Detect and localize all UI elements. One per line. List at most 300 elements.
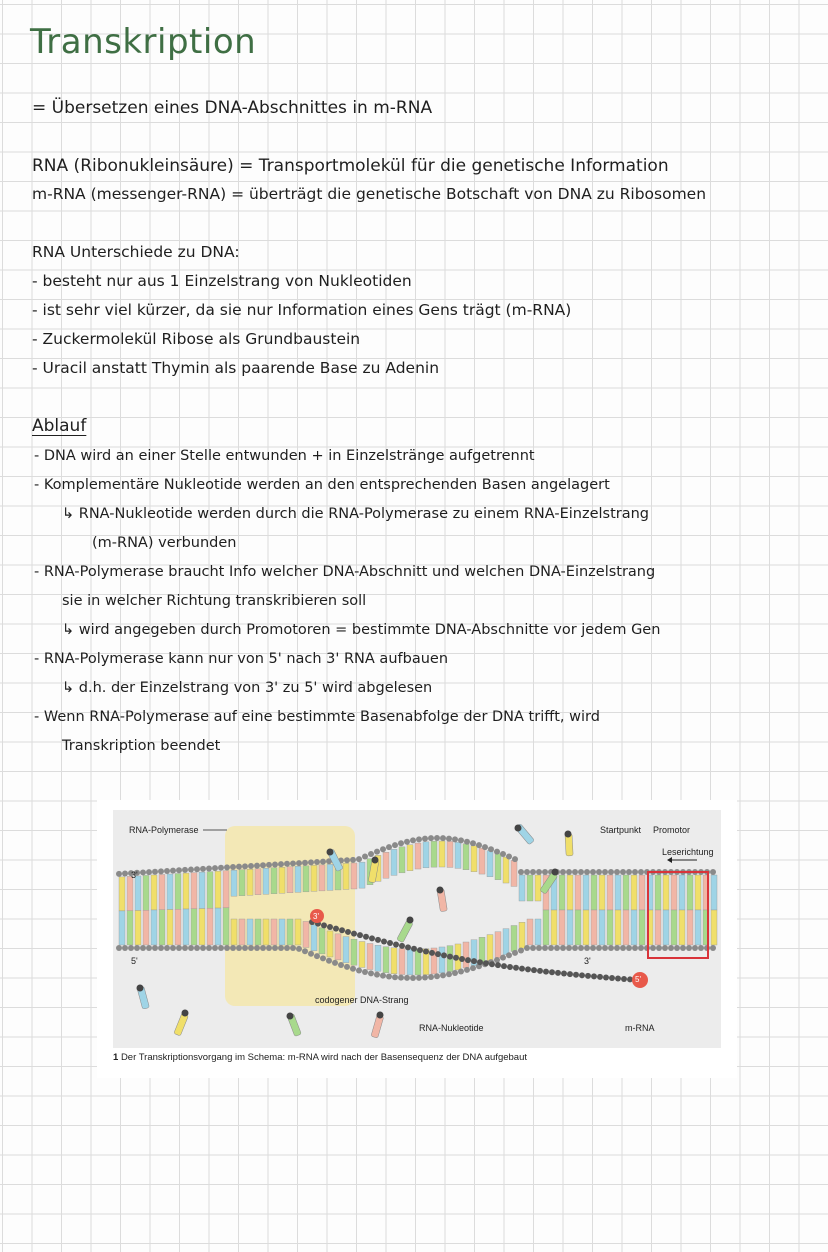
backbone-bottom: [182, 945, 188, 951]
backbone-bottom: [416, 975, 422, 981]
backbone-top: [458, 837, 464, 843]
base-template-top: [447, 841, 453, 867]
backbone-top: [272, 862, 278, 868]
base-template-top: [239, 870, 245, 896]
base-template-bottom: [367, 944, 373, 970]
base-pair-top: [687, 875, 693, 910]
free-nucleotide: [371, 1015, 384, 1038]
backbone-bottom: [464, 967, 470, 973]
backbone-top: [290, 860, 296, 866]
backbone-bottom: [596, 945, 602, 951]
base-template-bottom: [351, 939, 357, 965]
base-pair-bottom: [143, 910, 149, 945]
base-pair-top: [191, 873, 197, 909]
base-template-top: [495, 854, 501, 880]
backbone-bottom: [608, 945, 614, 951]
base-template-bottom: [231, 919, 237, 945]
mrna-backbone: [357, 932, 363, 938]
base-pair-bottom: [167, 910, 173, 946]
base-pair-top: [583, 875, 589, 910]
base-pair-top: [639, 875, 645, 910]
label-startpunkt: Startpunkt: [600, 825, 642, 835]
base-pair-top: [695, 875, 701, 910]
backbone-bottom: [362, 969, 368, 975]
backbone-top: [602, 869, 608, 875]
backbone-top: [242, 863, 248, 869]
backbone-top: [542, 869, 548, 875]
backbone-bottom: [440, 972, 446, 978]
base-template-bottom: [311, 925, 317, 951]
backbone-bottom: [500, 955, 506, 961]
base-template-bottom: [319, 928, 325, 954]
backbone-top: [434, 835, 440, 841]
base-pair-bottom: [159, 910, 165, 945]
backbone-top: [476, 842, 482, 848]
backbone-bottom: [254, 945, 260, 951]
backbone-bottom: [668, 945, 674, 951]
mrna-backbone: [513, 965, 519, 971]
backbone-top: [320, 859, 326, 865]
backbone-top: [116, 871, 122, 877]
backbone-bottom: [692, 945, 698, 951]
backbone-bottom: [248, 945, 254, 951]
backbone-top: [524, 869, 530, 875]
base-template-bottom: [255, 919, 261, 945]
mrna-backbone: [465, 957, 471, 963]
base-pair-bottom: [183, 909, 189, 945]
backbone-bottom: [536, 945, 542, 951]
backbone-bottom: [266, 945, 272, 951]
base-pair-top: [143, 875, 149, 910]
base-pair-top: [631, 875, 637, 910]
backbone-bottom: [284, 945, 290, 951]
base-template-bottom: [263, 919, 269, 945]
backbone-bottom: [632, 945, 638, 951]
backbone-bottom: [224, 945, 230, 951]
base-pair-top: [119, 877, 125, 911]
base-template-top: [407, 845, 413, 871]
mrna-definition: m-RNA (messenger-RNA) = überträgt die genetische Botschaft von DNA zu Ribosomen: [32, 185, 707, 203]
backbone-top: [140, 869, 146, 875]
base-template-top: [247, 869, 253, 895]
backbone-top: [398, 840, 404, 846]
base-pair-bottom: [191, 909, 197, 945]
backbone-bottom: [434, 973, 440, 979]
base-pair-bottom: [223, 908, 229, 945]
backbone-bottom: [422, 975, 428, 981]
free-nucleotide: [174, 1013, 189, 1036]
base-template-top: [471, 846, 477, 872]
backbone-top: [122, 871, 128, 877]
base-pair-bottom: [711, 910, 717, 945]
mrna-backbone: [405, 944, 411, 950]
base-template-top: [431, 841, 437, 867]
backbone-bottom: [236, 945, 242, 951]
ablauf-line: ↳ d.h. der Einzelstrang von 3' zu 5' wird abgelesen: [62, 680, 433, 696]
base-pair-top: [607, 875, 613, 910]
backbone-bottom: [200, 945, 206, 951]
transcription-figure: [97, 800, 737, 1078]
base-template-bottom: [463, 942, 469, 968]
label-3prime-mrna: 3': [313, 912, 319, 921]
base-pair-top: [223, 871, 229, 908]
ablauf-line: sie in welcher Richtung transkribieren soll: [62, 593, 367, 609]
backbone-top: [170, 868, 176, 874]
mrna-backbone: [339, 927, 345, 933]
backbone-top: [512, 856, 518, 862]
backbone-bottom: [122, 945, 128, 951]
difference-item: - ist sehr viel kürzer, da sie nur Information eines Gens trägt (m-RNA): [32, 301, 572, 319]
mrna-backbone: [417, 947, 423, 953]
base-template-top: [311, 865, 317, 891]
differences-heading: RNA Unterschiede zu DNA:: [32, 243, 240, 261]
base-pair-bottom: [567, 910, 573, 945]
mrna-backbone: [621, 976, 627, 982]
label-5prime-left: 5': [131, 956, 138, 966]
backbone-bottom: [626, 945, 632, 951]
mrna-backbone: [459, 956, 465, 962]
difference-item: - Zuckermolekül Ribose als Grundbaustein: [32, 330, 361, 348]
backbone-bottom: [368, 970, 374, 976]
mrna-backbone: [507, 964, 513, 970]
backbone-bottom: [386, 974, 392, 980]
mrna-backbone: [441, 952, 447, 958]
mrna-backbone: [579, 972, 585, 978]
backbone-bottom: [242, 945, 248, 951]
base-template-bottom: [407, 949, 413, 975]
ablauf-line: - Wenn RNA-Polymerase auf eine bestimmte Basenabfolge der DNA trifft, wird: [34, 709, 600, 725]
backbone-bottom: [128, 945, 134, 951]
base-pair-bottom: [151, 910, 157, 945]
backbone-top: [236, 864, 242, 870]
base-template-bottom: [383, 947, 389, 973]
mrna-backbone: [387, 940, 393, 946]
backbone-bottom: [560, 945, 566, 951]
base-pair-top: [655, 875, 661, 910]
base-template-bottom: [295, 919, 301, 945]
backbone-bottom: [662, 945, 668, 951]
base-template-top: [439, 841, 445, 867]
mrna-backbone: [489, 961, 495, 967]
base-template-bottom: [279, 919, 285, 945]
base-pair-bottom: [631, 910, 637, 945]
caption-number: 1: [113, 1052, 119, 1063]
base-template-top: [391, 849, 397, 875]
base-pair-bottom: [119, 911, 125, 945]
mrna-backbone: [369, 935, 375, 941]
mrna-backbone: [537, 968, 543, 974]
backbone-top: [302, 860, 308, 866]
base-template-bottom: [495, 932, 501, 958]
backbone-bottom: [542, 945, 548, 951]
base-template-bottom: [271, 919, 277, 945]
base-pair-top: [175, 874, 181, 910]
backbone-bottom: [674, 945, 680, 951]
backbone-bottom: [278, 945, 284, 951]
ablauf-line: - DNA wird an einer Stelle entwunden + in Einzelstränge aufgetrennt: [34, 448, 535, 464]
backbone-bottom: [404, 975, 410, 981]
label-3prime-top: 3': [131, 870, 138, 880]
backbone-bottom: [410, 975, 416, 981]
base-pair-bottom: [543, 910, 549, 945]
backbone-top: [362, 854, 368, 860]
base-pair-bottom: [591, 910, 597, 945]
base-template-top: [271, 868, 277, 894]
ablauf-line: (m-RNA) verbunden: [92, 535, 237, 551]
backbone-top: [572, 869, 578, 875]
backbone-bottom: [308, 951, 314, 957]
backbone-top: [368, 851, 374, 857]
page-title: Transkription: [30, 22, 257, 62]
backbone-top: [194, 866, 200, 872]
label-leserichtung: Leserichtung: [662, 847, 714, 857]
base-template-bottom: [511, 926, 517, 952]
base-template-top: [511, 860, 517, 886]
ablauf-line: - RNA-Polymerase braucht Info welcher DNA-Abschnitt und welchen DNA-Einzelstrang: [34, 564, 656, 580]
backbone-top: [440, 835, 446, 841]
backbone-bottom: [398, 975, 404, 981]
backbone-bottom: [686, 945, 692, 951]
backbone-top: [152, 869, 158, 875]
backbone-bottom: [428, 974, 434, 980]
backbone-bottom: [548, 945, 554, 951]
free-nucleotide-phosphate: [287, 1013, 294, 1020]
backbone-bottom: [116, 945, 122, 951]
backbone-top: [224, 864, 230, 870]
mrna-backbone: [519, 966, 525, 972]
backbone-top: [374, 849, 380, 855]
backbone-bottom: [296, 946, 302, 952]
backbone-top: [416, 836, 422, 842]
base-template-bottom: [487, 935, 493, 961]
backbone-bottom: [392, 974, 398, 980]
base-template-top: [319, 865, 325, 891]
backbone-top: [710, 869, 716, 875]
mrna-backbone: [321, 922, 327, 928]
base-template-bottom: [239, 919, 245, 945]
ablauf-line: ↳ RNA-Nukleotide werden durch die RNA-Polymerase zu einem RNA-Einzelstrang: [62, 506, 650, 522]
backbone-top: [254, 863, 260, 869]
base-template-top: [287, 867, 293, 893]
free-nucleotide-phosphate: [372, 857, 379, 864]
label-5prime-mrna: 5': [635, 975, 641, 984]
base-template-bottom: [343, 937, 349, 963]
backbone-top: [566, 869, 572, 875]
mrna-backbone: [429, 950, 435, 956]
base-pair-bottom: [175, 909, 181, 945]
mrna-backbone: [375, 937, 381, 943]
label-3prime-right: 3': [584, 956, 591, 966]
backbone-top: [530, 869, 536, 875]
backbone-bottom: [188, 945, 194, 951]
base-pair-top: [623, 875, 629, 910]
base-pair-bottom: [687, 910, 693, 945]
backbone-top: [608, 869, 614, 875]
mrna-backbone: [561, 971, 567, 977]
mrna-backbone: [447, 954, 453, 960]
backbone-top: [404, 839, 410, 845]
base-pair-bottom: [575, 910, 581, 945]
base-pair-top: [559, 875, 565, 910]
base-template-top: [327, 864, 333, 890]
base-pair-bottom: [671, 910, 677, 945]
backbone-top: [536, 869, 542, 875]
difference-item: - Uracil anstatt Thymin als paarende Base zu Adenin: [32, 359, 440, 377]
backbone-top: [410, 837, 416, 843]
backbone-bottom: [530, 945, 536, 951]
backbone-bottom: [176, 945, 182, 951]
backbone-top: [464, 839, 470, 845]
backbone-bottom: [446, 971, 452, 977]
base-template-top: [455, 842, 461, 868]
base-pair-top: [615, 875, 621, 910]
backbone-bottom: [638, 945, 644, 951]
base-pair-top: [127, 876, 133, 910]
base-pair-top: [663, 875, 669, 910]
backbone-top: [188, 867, 194, 873]
base-template-bottom: [375, 945, 381, 971]
base-template-top: [527, 875, 533, 901]
base-template-top: [487, 851, 493, 877]
backbone-bottom: [374, 972, 380, 978]
free-nucleotide-phosphate: [437, 887, 444, 894]
backbone-top: [158, 868, 164, 874]
backbone-bottom: [344, 964, 350, 970]
base-template-bottom: [359, 941, 365, 967]
free-nucleotide-phosphate: [137, 985, 144, 992]
mrna-backbone: [609, 975, 615, 981]
backbone-top: [212, 865, 218, 871]
base-template-top: [343, 863, 349, 889]
mrna-backbone: [615, 975, 621, 981]
base-pair-top: [159, 874, 165, 909]
backbone-top: [386, 844, 392, 850]
free-nucleotide-phosphate: [182, 1010, 189, 1017]
base-pair-bottom: [199, 909, 205, 945]
backbone-bottom: [134, 945, 140, 951]
backbone-bottom: [206, 945, 212, 951]
caption-text: Der Transkriptionsvorgang im Schema: m-RNA wird nach der Basensequenz der DNA aufgebaut: [120, 1052, 527, 1063]
backbone-top: [452, 836, 458, 842]
leserichtung-arrowhead: [667, 857, 672, 863]
backbone-bottom: [602, 945, 608, 951]
transcription-diagram: [97, 800, 737, 1050]
base-pair-bottom: [599, 910, 605, 945]
backbone-bottom: [152, 945, 158, 951]
base-pair-top: [591, 875, 597, 910]
backbone-top: [578, 869, 584, 875]
base-template-top: [503, 857, 509, 883]
mrna-backbone: [399, 943, 405, 949]
base-template-bottom: [335, 934, 341, 960]
base-pair-bottom: [559, 910, 565, 945]
base-pair-bottom: [639, 910, 645, 945]
ablauf-line: Transkription beendet: [62, 738, 221, 754]
base-template-bottom: [327, 931, 333, 957]
backbone-top: [206, 865, 212, 871]
backbone-bottom: [350, 966, 356, 972]
backbone-top: [182, 867, 188, 873]
mrna-backbone: [495, 962, 501, 968]
backbone-bottom: [170, 945, 176, 951]
ablauf-line: ↳ wird angegeben durch Promotoren = bestimmte DNA-Abschnitte vor jedem Gen: [62, 622, 661, 638]
base-template-bottom: [391, 948, 397, 974]
backbone-top: [296, 860, 302, 866]
base-template-top: [255, 869, 261, 895]
backbone-bottom: [212, 945, 218, 951]
backbone-bottom: [524, 945, 530, 951]
base-pair-top: [575, 875, 581, 910]
backbone-bottom: [494, 957, 500, 963]
figure-caption: [113, 1052, 527, 1063]
base-template-top: [519, 875, 525, 901]
backbone-bottom: [620, 945, 626, 951]
base-pair-top: [671, 875, 677, 910]
base-pair-top: [567, 875, 573, 910]
backbone-top: [200, 866, 206, 872]
base-template-top: [303, 866, 309, 892]
mrna-backbone: [567, 971, 573, 977]
backbone-top: [482, 844, 488, 850]
base-template-top: [295, 866, 301, 892]
mrna-backbone: [471, 958, 477, 964]
base-pair-top: [199, 872, 205, 908]
backbone-bottom: [578, 945, 584, 951]
backbone-top: [626, 869, 632, 875]
backbone-top: [614, 869, 620, 875]
backbone-bottom: [470, 965, 476, 971]
backbone-bottom: [158, 945, 164, 951]
mrna-backbone: [549, 969, 555, 975]
mrna-backbone: [327, 924, 333, 930]
base-pair-bottom: [663, 910, 669, 945]
backbone-top: [428, 835, 434, 841]
backbone-top: [518, 869, 524, 875]
base-pair-top: [135, 876, 141, 911]
ablauf-line: - Komplementäre Nukleotide werden an den entsprechenden Basen angelagert: [34, 477, 610, 493]
mrna-backbone: [351, 931, 357, 937]
base-template-top: [415, 843, 421, 869]
backbone-bottom: [656, 945, 662, 951]
backbone-bottom: [230, 945, 236, 951]
backbone-bottom: [458, 969, 464, 975]
mrna-backbone: [573, 972, 579, 978]
base-template-top: [463, 844, 469, 870]
mrna-backbone: [435, 951, 441, 957]
backbone-bottom: [320, 955, 326, 961]
backbone-bottom: [512, 950, 518, 956]
backbone-bottom: [452, 970, 458, 976]
definition-text: = Übersetzen eines DNA-Abschnittes in m-RNA: [32, 98, 433, 118]
backbone-top: [446, 836, 452, 842]
mrna-backbone: [411, 946, 417, 952]
free-nucleotide-phosphate: [327, 849, 334, 856]
base-template-top: [231, 870, 237, 896]
base-pair-bottom: [615, 910, 621, 945]
backbone-top: [260, 862, 266, 868]
base-template-top: [263, 868, 269, 894]
backbone-top: [230, 864, 236, 870]
base-template-bottom: [247, 919, 253, 945]
backbone-bottom: [356, 967, 362, 973]
backbone-bottom: [332, 960, 338, 966]
label-rna-nukleotide: RNA-Nukleotide: [419, 1023, 484, 1033]
backbone-bottom: [326, 958, 332, 964]
base-template-bottom: [287, 919, 293, 945]
base-pair-bottom: [215, 908, 221, 945]
backbone-top: [632, 869, 638, 875]
backbone-top: [218, 865, 224, 871]
